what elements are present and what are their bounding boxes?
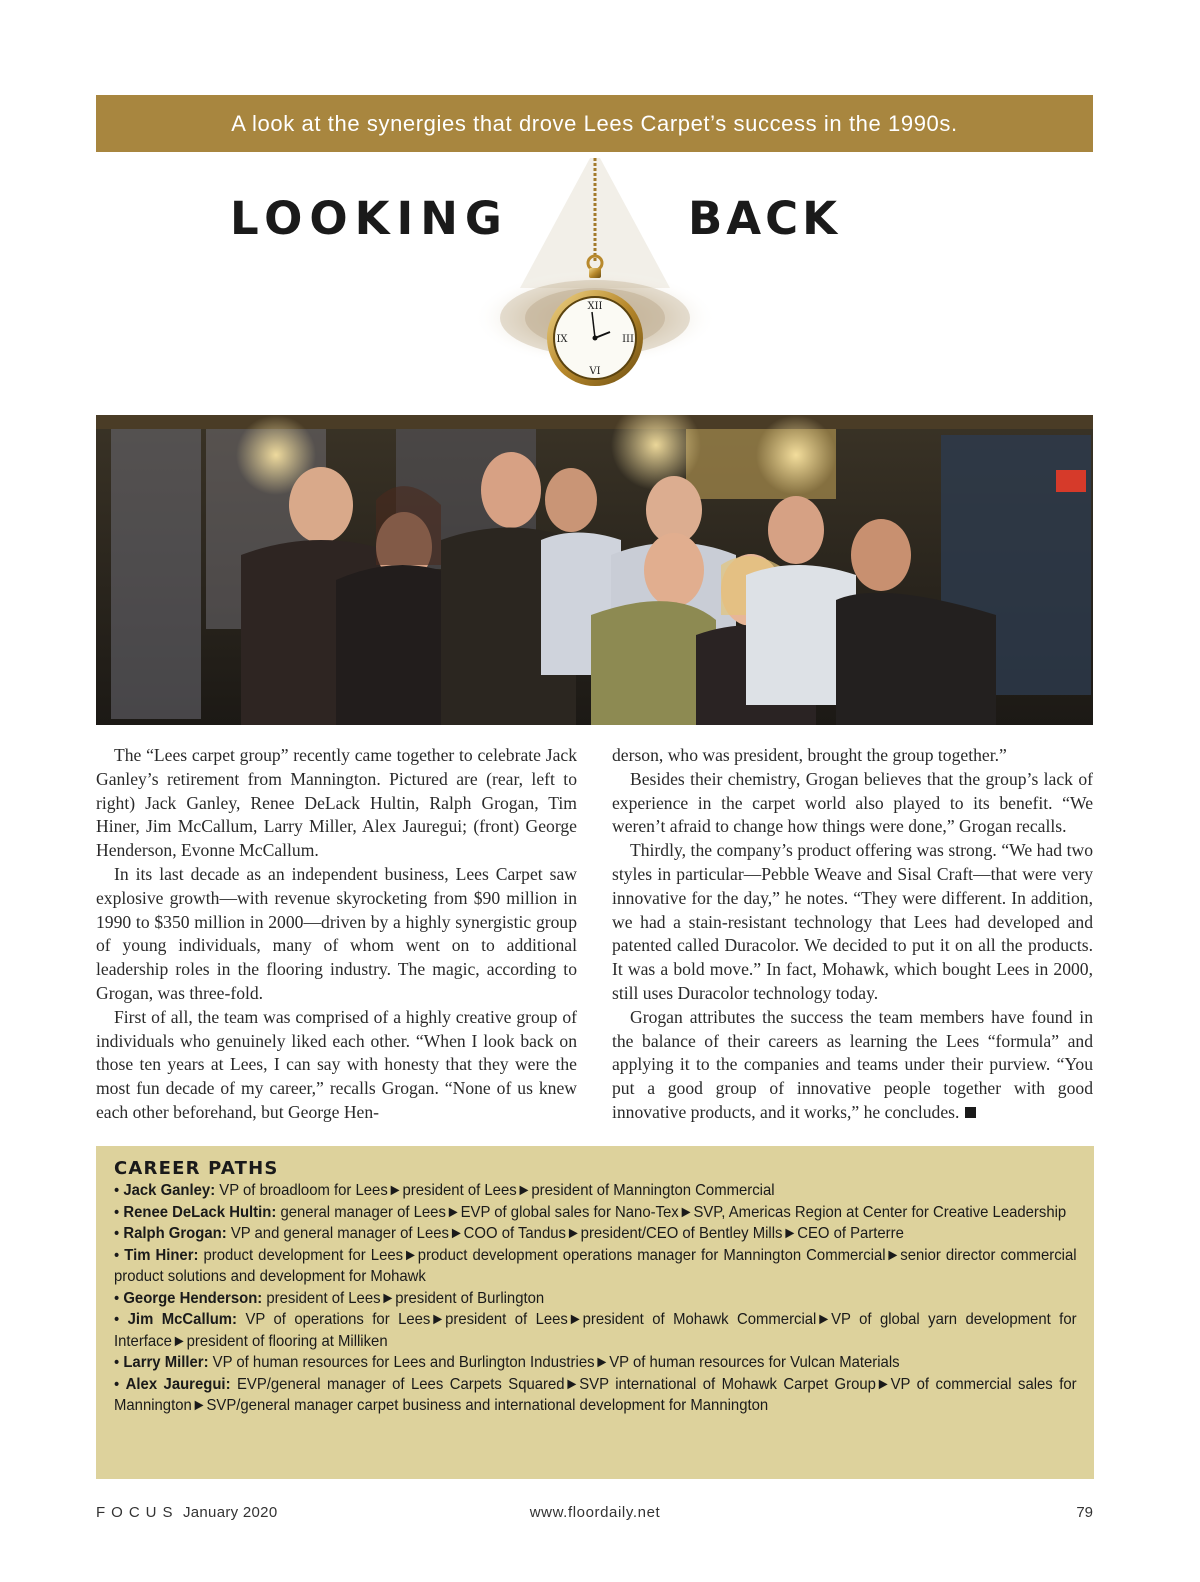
career-item: • Tim Hiner: product development for Lees►product development operations manager for Mannington Commercial►senior director commercial product solutions and development for Mohawk <box>114 1246 1077 1285</box>
pocket-watch-icon <box>470 158 720 408</box>
career-text: VP of broadloom for Lees►president of Lees►president of Mannington Commercial <box>219 1182 775 1199</box>
footer-date: January 2020 <box>182 1504 278 1521</box>
article-paragraph: First of all, the team was comprised of a highly creative group of individuals who genuinely liked each other. “When I look back on those ten years at Lees, I can say with honesty that they were the most fun decade of my career,” recalls Grogan. “None of us knew each other beforehand, but George Hen- <box>96 1006 577 1122</box>
career-name: Alex Jauregui: <box>125 1375 231 1393</box>
title-back: BACK <box>688 192 842 245</box>
svg-text:XII: XII <box>587 301 603 312</box>
career-text: VP of human resources for Lees and Burlington Industries►VP of human resources for Vulcan Materials <box>212 1354 900 1371</box>
article-paragraph: Besides their chemistry, Grogan believes that the group’s lack of experience in the carpet world also played to its benefit. “We weren’t afraid to change how things were done,” Grogan recalls. <box>612 768 1093 837</box>
footer-magazine: FOCUS <box>96 1504 179 1521</box>
career-name: Jack Ganley: <box>123 1182 216 1199</box>
title-looking: LOOKING <box>230 192 509 245</box>
career-name: Tim Hiner: <box>124 1246 199 1264</box>
career-item: • Jim McCallum: VP of operations for Lees►president of Lees►president of Mohawk Commercial►VP of global yarn development for Interface►president of flooring at Milliken <box>114 1311 1077 1350</box>
career-name: Renee DeLack Hultin: <box>123 1203 277 1221</box>
article-paragraph: The “Lees carpet group” recently came together to celebrate Jack Ganley’s retirement from Mannington. Pictured are (rear, left to right) Jack Ganley, Renee DeLack Hultin, Ralph Grogan, Tim Hiner, Jim McCallum, Larry Miller, Alex Jauregui; (front) George Henderson, Evonne McCallum. <box>96 745 577 861</box>
article-column-right <box>612 744 1093 1125</box>
article-paragraph <box>612 1006 1093 1125</box>
group-photo <box>96 415 1093 725</box>
career-text: product development for Lees►product development operations manager for Mannington Commercial►senior director commercial product solutions and development for Mohawk <box>114 1246 1077 1285</box>
svg-text:III: III <box>622 334 634 345</box>
end-mark-icon <box>965 1107 976 1118</box>
career-item: • Alex Jauregui: EVP/general manager of Lees Carpets Squared►SVP international of Mohawk Carpet Group►VP of commercial sales for Mannington►SVP/general manager carpet business and international development for Mannington <box>114 1375 1077 1414</box>
svg-text:VI: VI <box>589 366 601 377</box>
career-text: president of Lees►president of Burlington <box>266 1289 545 1307</box>
career-name: Jim McCallum: <box>127 1311 237 1328</box>
career-item: • Jack Ganley: VP of broadloom for Lees►president of Lees►president of Mannington Commercial <box>114 1182 775 1199</box>
career-text: VP and general manager of Lees►COO of Tandus►president/CEO of Bentley Mills►CEO of Parterre <box>230 1225 904 1242</box>
career-name: Larry Miller: <box>123 1354 209 1371</box>
career-text: EVP/general manager of Lees Carpets Squared►SVP international of Mohawk Carpet Group►VP of commercial sales for Mannington►SVP/general manager carpet business and international development for Mannington <box>114 1375 1077 1414</box>
article-paragraph: Thirdly, the company’s product offering was strong. “We had two styles in particular—Pebble Weave and Sisal Craft—that were very innovative for the day,” he notes. “They were different. In addition, we had a stain-resistant technology that Lees had developed and patented called Duracolor. We decided to put it on all the products. It was a bold move.” In fact, Mohawk, which bought Lees in 2000, still uses Duracolor technology today. <box>612 840 1093 1003</box>
career-name: Ralph Grogan: <box>123 1225 227 1242</box>
career-item: • George Henderson: president of Lees►president of Burlington <box>114 1289 545 1307</box>
article-paragraph-text: Grogan attributes the success the team members have found in the balance of their careers as learning the Lees “formula” and applying it to the companies and teams under their purview. “You put a good group of innovative people together with good innovative products, and it works,” he concludes. <box>612 1006 1093 1122</box>
article-paragraph: derson, who was president, brought the group together.” <box>612 745 1007 765</box>
svg-text:IX: IX <box>556 334 568 345</box>
header-banner: A look at the synergies that drove Lees Carpet’s success in the 1990s. <box>96 95 1093 152</box>
article-column-left <box>96 744 577 1125</box>
career-item: • Larry Miller: VP of human resources for Lees and Burlington Industries►VP of human resources for Vulcan Materials <box>114 1354 900 1371</box>
career-item: • Renee DeLack Hultin: general manager of Lees►EVP of global sales for Nano-Tex►SVP, Americas Region at Center for Creative Leadership <box>114 1203 1067 1221</box>
career-paths-title: CAREER PATHS <box>114 1158 279 1179</box>
page-number: 79 <box>1076 1504 1093 1521</box>
article-paragraph: In its last decade as an independent business, Lees Carpet saw explosive growth—with revenue skyrocketing from $90 million in 1990 to $350 million in 2000—driven by a highly synergistic group of young individuals, many of whom went on to additional leadership roles in the flooring industry. The magic, according to Grogan, was three-fold. <box>96 863 577 1003</box>
career-text: VP of operations for Lees►president of Lees►president of Mohawk Commercial►VP of global yarn development for Interface►president of flooring at Milliken <box>114 1311 1077 1350</box>
career-paths-box <box>96 1146 1094 1479</box>
career-name: George Henderson: <box>123 1289 263 1307</box>
career-item: • Ralph Grogan: VP and general manager of Lees►COO of Tandus►president/CEO of Bentley Mills►CEO of Parterre <box>114 1225 904 1242</box>
career-text: general manager of Lees►EVP of global sales for Nano-Tex►SVP, Americas Region at Center for Creative Leadership <box>280 1203 1067 1221</box>
footer-website[interactable]: www.floordaily.net <box>529 1504 661 1521</box>
